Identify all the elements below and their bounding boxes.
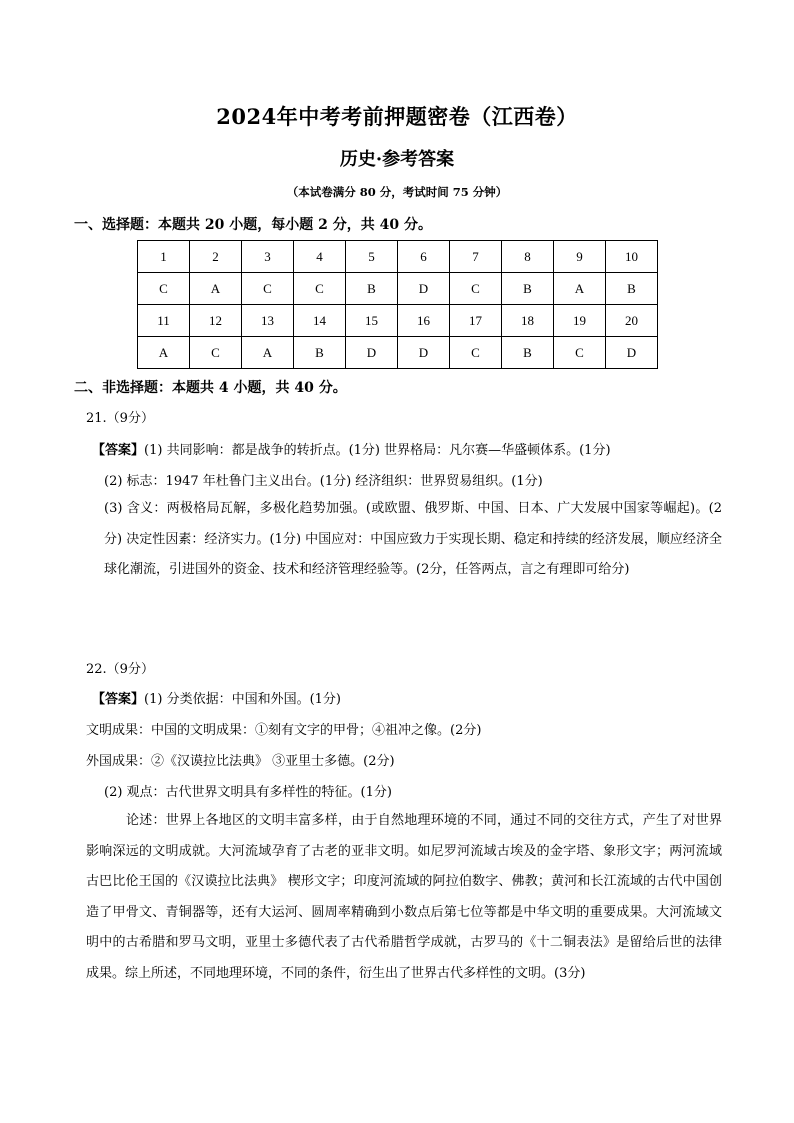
table-cell: 19 xyxy=(554,305,606,337)
table-row xyxy=(138,337,658,369)
answer-label: 【答案】 xyxy=(92,443,145,458)
table-cell: 5 xyxy=(346,241,398,273)
table-cell: B xyxy=(346,273,398,305)
table-cell: D xyxy=(398,273,450,305)
question-21-number: 21.（9分） xyxy=(86,411,154,426)
table-row xyxy=(138,241,658,273)
q21-line-1 xyxy=(92,439,611,458)
table-cell: 18 xyxy=(502,305,554,337)
table-cell: 4 xyxy=(294,241,346,273)
table-cell: C xyxy=(242,273,294,305)
table-cell: C xyxy=(294,273,346,305)
table-cell: A xyxy=(138,337,190,369)
table-row xyxy=(138,305,658,337)
table-cell: 8 xyxy=(502,241,554,273)
table-cell: A xyxy=(242,337,294,369)
q22-essay: 论述：世界上各地区的文明丰富多样，由于自然地理环境的不同，通过不同的交往方式，产生了对世界影响深远的文明成就。大河流域孕育了古老的亚非文明。如尼罗河流域古埃及的金字塔、象形文字；两河流域古巴比伦王国的《汉谟拉比法典》 楔形文字；印度河流域的阿拉伯数字、佛教；黄河和长江流域的古代中国创造了甲骨文、青铜器等，还有大运河、圆周率精确到小数点后第七位等都是中华文明的重要成果。大河流域文明中的古希腊和罗马文明，亚里士多德代表了古代希腊哲学成就，古罗马的《十二铜表法》是留给后世的法律成果。综上所述，不同地理环境，不同的条件，衍生出了世界古代多样性的文明。(3分) xyxy=(86,813,722,981)
q22-civilization-cn: 文明成果：中国的文明成果：①刻有文字的甲骨；④祖冲之像。(2分) xyxy=(86,723,482,738)
table-cell: 10 xyxy=(606,241,658,273)
table-cell: B xyxy=(294,337,346,369)
q21-part-3: (3) 含义：两极格局瓦解，多极化趋势加强。(或欧盟、俄罗斯、中国、日本、广大发展中国家等崛起)。(2分) 决定性因素：经济实力。(1分) 中国应对：中国应致力于实现长期、稳定和持续的经济发展，顺应经济全球化潮流，引进国外的资金、技术和经济管理经验等。(2分，任答两点，言之有理即可给分) xyxy=(104,501,722,577)
table-cell: D xyxy=(606,337,658,369)
table-cell: 9 xyxy=(554,241,606,273)
table-cell: B xyxy=(502,273,554,305)
table-cell: 12 xyxy=(190,305,242,337)
table-row xyxy=(138,273,658,305)
exam-note: （本试卷满分 80 分，考试时间 75 分钟） xyxy=(286,185,508,199)
page-subtitle: 历史·参考答案 xyxy=(339,149,455,170)
table-cell: 3 xyxy=(242,241,294,273)
table-cell: 13 xyxy=(242,305,294,337)
table-cell: B xyxy=(502,337,554,369)
table-cell: 17 xyxy=(450,305,502,337)
table-cell: 15 xyxy=(346,305,398,337)
table-cell: 14 xyxy=(294,305,346,337)
page-title: 2024年中考考前押题密卷（江西卷） xyxy=(216,104,578,129)
question-22-number: 22.（9分） xyxy=(86,662,154,677)
table-cell: 20 xyxy=(606,305,658,337)
table-cell: D xyxy=(346,337,398,369)
table-cell: 16 xyxy=(398,305,450,337)
table-cell: D xyxy=(398,337,450,369)
table-cell: 11 xyxy=(138,305,190,337)
table-cell: A xyxy=(554,273,606,305)
section-2-heading: 二、非选择题：本题共 4 小题，共 40 分。 xyxy=(74,380,347,396)
answer-table xyxy=(137,240,658,369)
table-cell: 7 xyxy=(450,241,502,273)
table-cell: A xyxy=(190,273,242,305)
q21-part-1: (1) 共同影响：都是战争的转折点。(1分) 世界格局：凡尔赛—华盛顿体系。(1分) xyxy=(144,443,611,458)
q22-part-2: (2) 观点：古代世界文明具有多样性的特征。(1分) xyxy=(104,785,392,800)
table-cell: 1 xyxy=(138,241,190,273)
table-cell: 2 xyxy=(190,241,242,273)
table-cell: B xyxy=(606,273,658,305)
table-cell: C xyxy=(190,337,242,369)
q21-part-2: (2) 标志：1947 年杜鲁门主义出台。(1分) 经济组织：世界贸易组织。(1分) xyxy=(104,474,543,489)
q22-part-1: (1) 分类依据：中国和外国。(1分) xyxy=(144,692,341,707)
table-cell: C xyxy=(450,273,502,305)
table-cell: 6 xyxy=(398,241,450,273)
answer-label: 【答案】 xyxy=(92,692,145,707)
table-cell: C xyxy=(450,337,502,369)
section-1-heading: 一、选择题：本题共 20 小题，每小题 2 分，共 40 分。 xyxy=(74,217,432,233)
table-cell: C xyxy=(138,273,190,305)
q22-line-1 xyxy=(92,688,341,707)
q22-civilization-foreign: 外国成果：②《汉谟拉比法典》 ③亚里士多德。(2分) xyxy=(86,754,395,769)
table-cell: C xyxy=(554,337,606,369)
